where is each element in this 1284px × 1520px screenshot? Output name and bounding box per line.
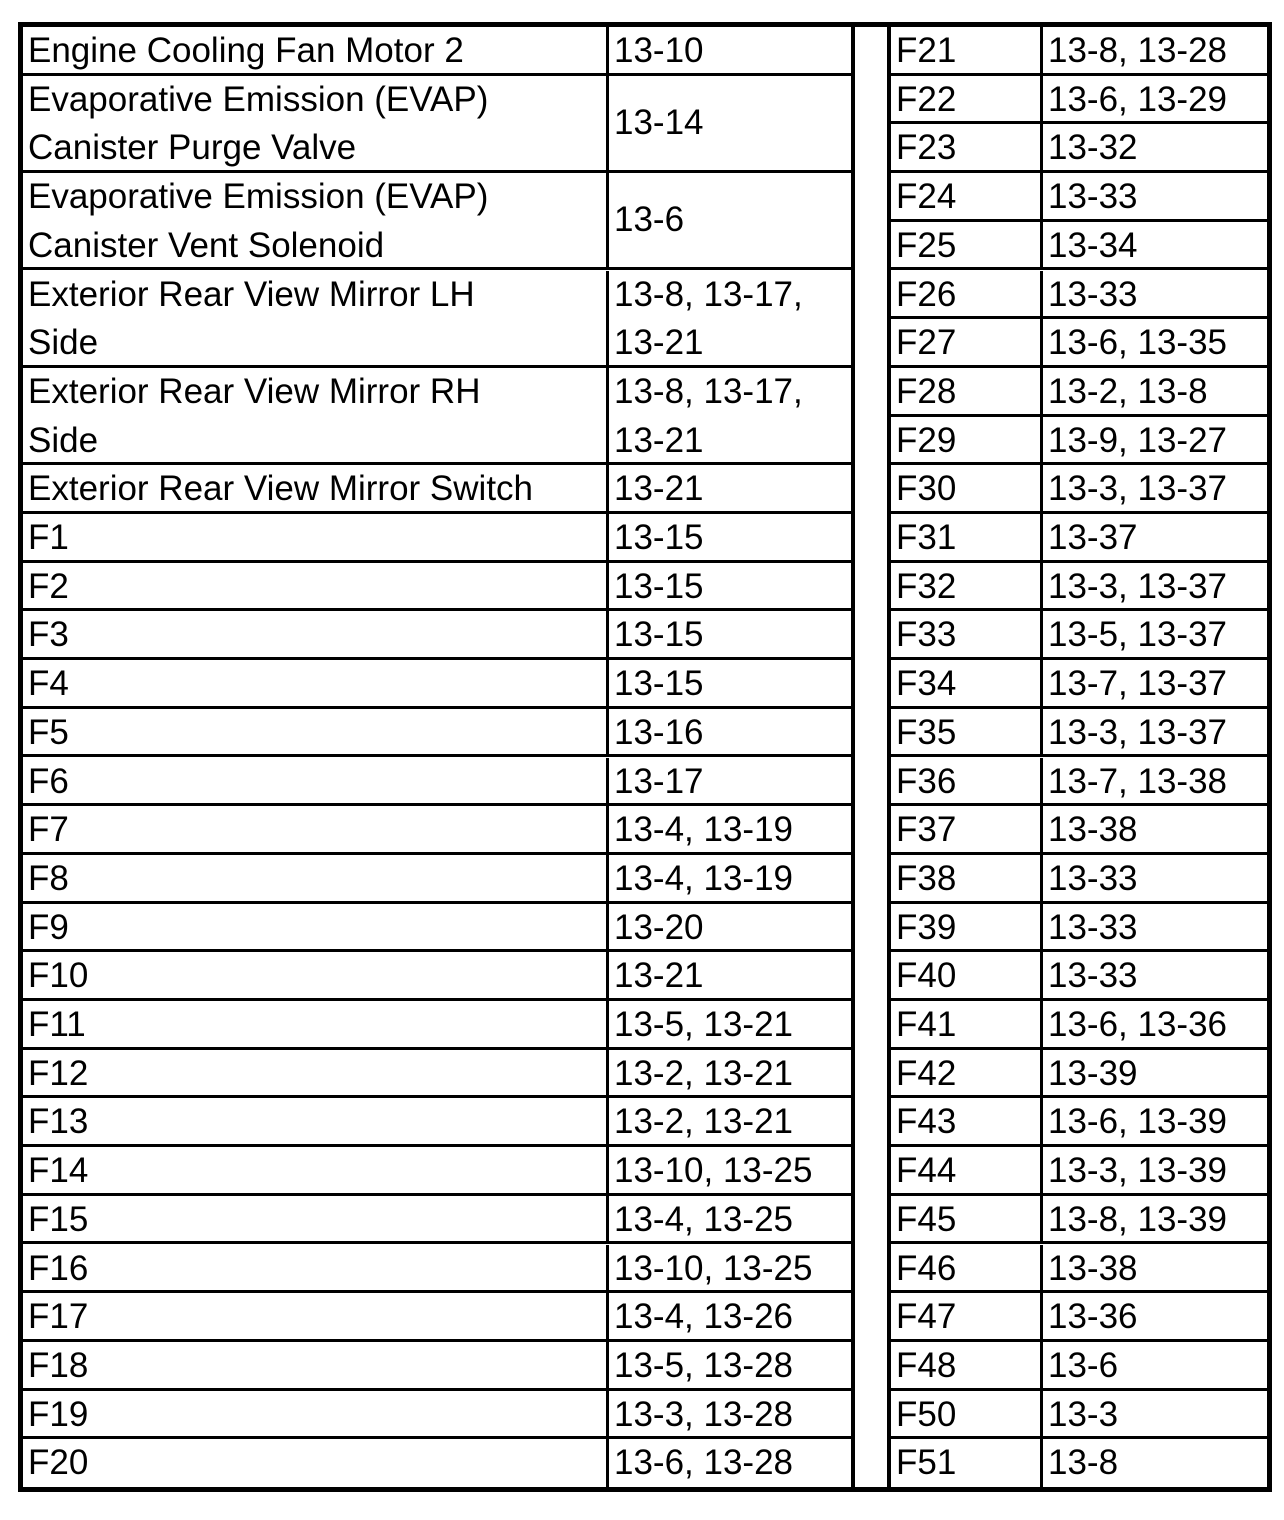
table-row [23,611,851,660]
page-reference-cell: 13-15 [614,566,704,606]
page-reference-cell: 13-4, 13-19 [614,858,794,898]
component-name-cell: F35 [891,709,1043,755]
table-row [891,709,1267,758]
table-row [891,368,1267,417]
table-row [891,952,1267,1001]
component-name-cell: F18 [23,1342,609,1388]
table-row [891,173,1267,222]
page-reference-cell: 13-14 [614,102,704,142]
component-name-cell: F14 [23,1147,609,1193]
page-reference-cell: 13-4, 13-19 [614,810,794,850]
table-row [23,806,851,855]
component-name-cell: F34 [891,660,1043,706]
component-name-cell: F7 [23,806,609,852]
table-row [891,1293,1267,1342]
table-row [891,1147,1267,1196]
page-reference-cell: 13-6 [614,200,685,240]
page-reference-cell: 13-7, 13-37 [1048,664,1228,704]
table-row [891,319,1267,368]
page-reference-cell: 13-32 [1048,128,1138,168]
table-row [891,1342,1267,1391]
component-name-cell: F50 [891,1391,1043,1437]
component-name-cell: F23 [891,124,1043,170]
table-row [23,173,851,270]
page-reference-cell: 13-3, 13-37 [1048,566,1228,606]
component-name-cell: F4 [23,660,609,706]
table-row [23,1439,851,1488]
table-row [23,1391,851,1440]
component-location-index [18,22,1272,1492]
page-reference-cell: 13-8, 13-28 [1048,31,1228,70]
table-row [23,660,851,709]
page-reference-cell: 13-5, 13-37 [1048,615,1228,655]
table-row [891,1050,1267,1099]
table-row [23,1147,851,1196]
table-row [23,1098,851,1147]
component-name-cell: F27 [891,319,1043,365]
component-name-cell: F39 [891,904,1043,950]
page-reference-cell: 13-33 [1048,177,1138,217]
component-name-cell: F3 [23,611,609,657]
table-row [891,1245,1267,1294]
table-row [23,855,851,904]
component-name-cell: F32 [891,563,1043,609]
component-name-cell: Exterior Rear View Mirror Switch [23,465,609,511]
page-reference-cell: 13-8, 13-39 [1048,1199,1228,1239]
component-name-cell: F46 [891,1245,1043,1291]
page-reference-cell: 13-6 [1048,1345,1119,1385]
component-name-cell: F38 [891,855,1043,901]
table-row [891,271,1267,320]
table-row [23,27,851,76]
page-reference-cell: 13-38 [1048,1248,1138,1288]
component-name-cell: F36 [891,758,1043,804]
component-name-cell: F33 [891,611,1043,657]
table-row [23,1050,851,1099]
page-reference-cell: 13-6, 13-35 [1048,323,1228,363]
component-name-cell: F25 [891,222,1043,268]
component-name-cell: F8 [23,855,609,901]
table-row [23,709,851,758]
page-reference-cell: 13-2, 13-21 [614,1053,794,1093]
page-reference-cell: 13-3, 13-28 [614,1394,794,1434]
page-reference-cell: 13-8, 13-17, 13-21 [614,274,803,363]
page-reference-cell: 13-39 [1048,1053,1138,1093]
page-reference-cell: 13-16 [614,712,704,752]
page-reference-cell: 13-6, 13-28 [614,1443,794,1483]
table-row [23,952,851,1001]
table-row [23,758,851,807]
table-row [891,611,1267,660]
page-reference-cell: 13-5, 13-28 [614,1345,794,1385]
page-reference-cell: 13-3, 13-39 [1048,1151,1228,1191]
table-row [23,1196,851,1245]
page-reference-cell: 13-20 [614,907,704,947]
table-row [891,806,1267,855]
page-reference-cell: 13-2, 13-8 [1048,371,1208,411]
table-row [23,1245,851,1294]
table-row [891,417,1267,466]
page-reference-cell: 13-8 [1048,1443,1119,1483]
component-name-cell: F19 [23,1391,609,1437]
page-reference-cell: 13-9, 13-27 [1048,420,1228,460]
component-name-cell: F6 [23,758,609,804]
page-reference-cell: 13-33 [1048,956,1138,996]
table-row [891,1196,1267,1245]
component-name-cell: Evaporative Emission (EVAP) Canister Purge Valve [23,76,609,170]
table-row [891,76,1267,125]
table-row [891,563,1267,612]
page-reference-cell: 13-3, 13-37 [1048,469,1228,509]
table-row [23,1001,851,1050]
component-name-cell: Evaporative Emission (EVAP) Canister Vent Solenoid [23,173,609,267]
table-row [891,465,1267,514]
page-reference-cell: 13-3, 13-37 [1048,712,1228,752]
component-name-cell: F17 [23,1293,609,1339]
table-row [23,563,851,612]
component-name-cell: F29 [891,417,1043,463]
component-name-cell: F44 [891,1147,1043,1193]
page-reference-cell: 13-10, 13-25 [614,1151,813,1191]
page-reference-cell: 13-34 [1048,225,1138,265]
table-row [891,514,1267,563]
table-row [23,514,851,563]
component-name-cell: F5 [23,709,609,755]
component-name-cell: F37 [891,806,1043,852]
component-name-cell: F51 [891,1439,1043,1488]
component-name-cell: F45 [891,1196,1043,1242]
component-name-cell: F42 [891,1050,1043,1096]
component-name-cell: F41 [891,1001,1043,1047]
table-row [891,1098,1267,1147]
page-reference-cell: 13-33 [1048,274,1138,314]
right-table [887,27,1267,1487]
component-name-cell: F48 [891,1342,1043,1388]
table-row [891,660,1267,709]
page-reference-cell: 13-15 [614,518,704,557]
left-table [23,27,855,1487]
table-row [891,904,1267,953]
page-reference-cell: 13-3 [1048,1394,1119,1434]
table-row [891,855,1267,904]
component-name-cell: F16 [23,1245,609,1291]
component-name-cell: F21 [891,27,1043,73]
page-reference-cell: 13-6, 13-36 [1048,1005,1228,1044]
page-reference-cell: 13-37 [1048,518,1138,557]
component-name-cell: F26 [891,271,1043,317]
page-reference-cell: 13-38 [1048,810,1138,850]
component-name-cell: F1 [23,514,609,560]
table-row [891,27,1267,76]
table-row [23,904,851,953]
table-row [23,465,851,514]
page-reference-cell: 13-17 [614,761,704,801]
table-row [891,758,1267,807]
component-name-cell: Engine Cooling Fan Motor 2 [23,27,609,73]
component-name-cell: F31 [891,514,1043,560]
table-row [23,1293,851,1342]
page-reference-cell: 13-33 [1048,907,1138,947]
component-name-cell: F15 [23,1196,609,1242]
component-name-cell: F13 [23,1098,609,1144]
component-name-cell: F22 [891,76,1043,122]
page-reference-cell: 13-4, 13-25 [614,1199,794,1239]
component-name-cell: Exterior Rear View Mirror LH Side [23,271,609,365]
page-reference-cell: 13-6, 13-39 [1048,1102,1228,1142]
table-row [891,1391,1267,1440]
page-reference-cell: 13-21 [614,469,704,509]
page-reference-cell: 13-4, 13-26 [614,1297,794,1337]
component-name-cell: F20 [23,1439,609,1488]
component-name-cell: F12 [23,1050,609,1096]
page-reference-cell: 13-33 [1048,858,1138,898]
page-reference-cell: 13-8, 13-17, 13-21 [614,371,803,460]
table-row [891,124,1267,173]
page-reference-cell: 13-2, 13-21 [614,1102,794,1142]
page-reference-cell: 13-15 [614,664,704,704]
component-name-cell: F28 [891,368,1043,414]
table-row [891,1439,1267,1488]
component-name-cell: F24 [891,173,1043,219]
table-row [23,368,851,465]
page-reference-cell: 13-10, 13-25 [614,1248,813,1288]
table-row [891,222,1267,271]
component-name-cell: Exterior Rear View Mirror RH Side [23,368,609,462]
component-name-cell: F2 [23,563,609,609]
component-name-cell: F40 [891,952,1043,998]
page-reference-cell: 13-15 [614,615,704,655]
page-reference-cell: 13-5, 13-21 [614,1005,794,1044]
component-name-cell: F10 [23,952,609,998]
component-name-cell: F43 [891,1098,1043,1144]
page-reference-cell: 13-6, 13-29 [1048,79,1228,119]
component-name-cell: F30 [891,465,1043,511]
table-row [23,1342,851,1391]
table-row [891,1001,1267,1050]
page-reference-cell: 13-7, 13-38 [1048,761,1228,801]
page-reference-cell: 13-10 [614,31,704,70]
component-name-cell: F11 [23,1001,609,1047]
page-reference-cell: 13-36 [1048,1297,1138,1337]
table-row [23,271,851,368]
page-reference-cell: 13-21 [614,956,704,996]
table-row [23,76,851,173]
component-name-cell: F9 [23,904,609,950]
component-name-cell: F47 [891,1293,1043,1339]
